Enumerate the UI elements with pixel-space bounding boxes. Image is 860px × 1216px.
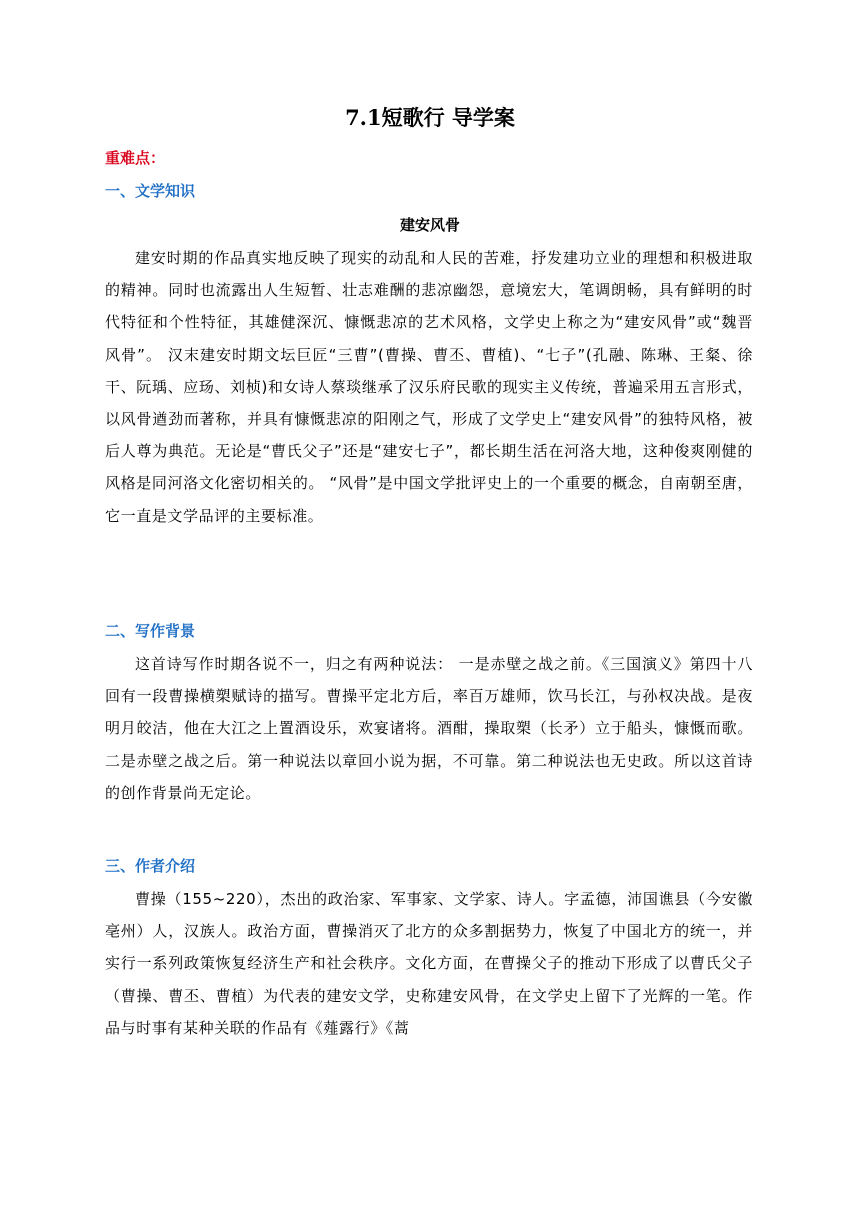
section-subheading-jian-an-style: 建安风骨 (399, 216, 460, 234)
paragraph-literary-knowledge: 建安时期的作品真实地反映了现实的动乱和人民的苦难，抒发建功立业的理想和积极进取的精神。同时也流露出人生短暂、壮志难酬的悲凉幽怨，意境宏大，笔调朗畅，具有鲜明的时代特征和个性特征，其雄健深沉、慷慨悲凉的艺术风格，文学史上称之为“建安风骨”或“魏晋风骨”。 汉末建安时期文坛巨匠“三曹”(曹操、曹丕、曹植)、“七子”(孔融、陈琳、王粲、徐干、阮瑀、应玚、刘桢)和女诗人蔡琰继承了汉乐府民歌的现实主义传统，普遍采用五言形式，以风骨遒劲而著称，并具有慷慨悲凉的阳刚之气，形成了文学史上“建安风骨”的独特风格，被后人尊为典范。无论是“曹氏父子”还是“建安七子”，都长期生活在河洛大地，这种俊爽刚健的风格是同河洛文化密切相关的。 “风骨”是中国文学批评史上的一个重要的概念，自南朝至唐，它一直是文学品评的主要标准。 (105, 249, 753, 525)
paragraph-author-introduction: 曹操（155~220），杰出的政治家、军事家、文学家、诗人。字孟德，沛国谯县（今安徽亳州）人，汉族人。政治方面，曹操消灭了北方的众多割据势力，恢复了中国北方的统一，并实行一系列政策恢复经济生产和社会秩序。文化方面，在曹操父子的推动下形成了以曹氏父子（曹操、曹丕、曹植）为代表的建安文学，史称建安风骨，在文学史上留下了光辉的一笔。作品与时事有某种关联的作品有《薤露行》《蒿 (105, 890, 753, 1037)
section-heading-author-introduction: 三、作者介绍 (105, 857, 196, 875)
section-heading-literary-knowledge: 一、文学知识 (105, 182, 196, 200)
document-title: 7.1短歌行 导学案 (345, 105, 515, 130)
section-heading-writing-background: 二、写作背景 (105, 622, 196, 640)
paragraph-writing-background: 这首诗写作时期各说不一，归之有两种说法： 一是赤壁之战之前。《三国演义》第四十八回有一段曹操横槊赋诗的描写。曹操平定北方后，率百万雄师，饮马长江，与孙权决战。是夜明月皎洁，他在大江之上置酒设乐，欢宴诸将。酒酣，操取槊（长矛）立于船头，慷慨而歌。二是赤壁之战之后。第一种说法以章回小说为据，不可靠。第二种说法也无史政。所以这首诗的创作背景尚无定论。 (105, 655, 753, 802)
key-points-label: 重难点： (105, 149, 166, 167)
